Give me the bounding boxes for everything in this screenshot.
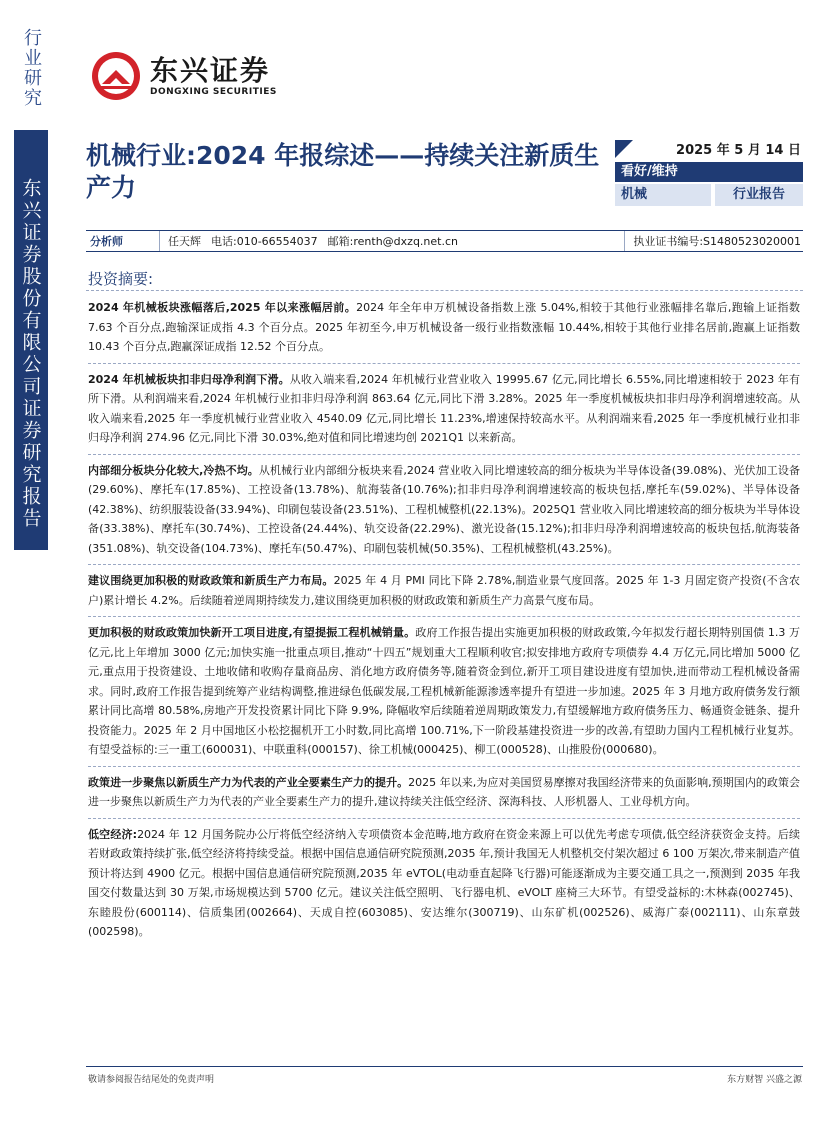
divider xyxy=(88,454,800,455)
paragraph-text: 从收入端来看,2024 年机械行业营业收入 19995.67 亿元,同比增长 6.55%,同比增速相较于 2023 年有所下滑。从利润端来看,2024 年机械行业扣非归母净利润 863.64 亿元,同比下滑 3.28%。2025 年一季度机械板块扣非归母净利润增速较高。从收入端来看,2025 年一季度机械行业营业收入 4540.09 亿元,同比增长 11.23%,增速保持较高水平。从利润端来看,2025 年一季度机械行业扣非归母净利润 274.96 亿元,同比下滑 30.03%,绝对值和同比增速均创 2021Q1 以来新高。 xyxy=(88,372,800,444)
rating-badge: 看好/维持 xyxy=(615,162,803,182)
summary-heading: 投资摘要: xyxy=(88,270,154,288)
paragraph xyxy=(88,623,800,760)
industry-tag: 机械 xyxy=(615,184,711,206)
paragraph xyxy=(88,825,800,942)
paragraph-lead: 更加积极的财政政策加快新开工项目进度,有望提振工程机械销量。 xyxy=(88,626,416,639)
paragraph-text: 政府工作报告提出实施更加积极的财政政策,今年拟发行超长期特别国债 1.3 万亿元,比上年增加 3000 亿元;加快实施一批重点项目,推动“十四五”规划重大工程顺利收官;拟安排地方政府专项债券 4.4 万亿元,同比增加 5000 亿元,重点用于投资建设、土地收储和收购存量商品房、消化地方政府债务等,随着资金到位,新开工项目建设进度有望加快,进而带动工程机械设备需求。同时,政府工作报告提到统筹产业结构调整,推进绿色低碳发展,工程机械新能源渗透率提升有望进一步加速。2025 年 3 月地方政府债务发行额累计同比高增 80.58%,房地产开发投资累计同比下降 9.9%, 降幅收窄后续随着逆周期政策发力,有望缓解地方政府债务压力、畅通资金链条、提升投资能力。2025 年 2 月中国地区小松挖掘机开工小时数,同比高增 100.71%,下一阶段基建投资进一步的改善,有望助力国内工程机械行业复苏。有望受益标的:三一重工(600031)、中联重科(000157)、徐工机械(000425)、柳工(000528)、山推股份(000680)。 xyxy=(88,626,800,756)
paragraph-lead: 低空经济: xyxy=(88,827,138,841)
sidebar-category xyxy=(14,0,48,130)
analyst-phone: 电话:010-66554037 xyxy=(211,235,318,248)
footer-slogan: 东方财智 兴盛之源 xyxy=(727,1075,802,1085)
sidebar-category-label: 行业研究 xyxy=(21,28,42,108)
sidebar-company xyxy=(14,130,48,550)
paragraph xyxy=(88,773,800,812)
footer-disclaimer: 敬请参阅报告结尾处的免责声明 xyxy=(88,1075,215,1085)
summary-divider xyxy=(86,290,803,291)
paragraph xyxy=(88,571,800,610)
logo-cn-text: 东兴证券 xyxy=(150,54,271,87)
logo-en-text: DONGXING SECURITIES xyxy=(150,87,277,97)
paragraph-lead: 建议围绕更加积极的财政政策和新质生产力布局。 xyxy=(88,574,334,587)
analyst-label: 分析师 xyxy=(86,231,160,251)
divider xyxy=(88,818,800,819)
divider xyxy=(88,766,800,767)
sidebar-company-label: 东兴证券股份有限公司证券研究报告 xyxy=(19,178,42,530)
logo-emblem-icon xyxy=(90,50,142,102)
paragraph-text: 从机械行业内部细分板块来看,2024 营业收入同比增速较高的细分板块为半导体设备(39.08%)、光伏加工设备(29.60%)、摩托车(17.85%)、工控设备(13.78%)、航海装备(10.76%);扣非归母净利润增速较高的板块包括,摩托车(59.02%)、半导体设备(42.38%)、纺织服装设备(33.94%)、印刷包装设备(23.51%)、工程机械整机(22.13%)。2025Q1 营业收入同比增速较高的细分板块为半导体设备(33.38%)、摩托车(30.74%)、工控设备(24.44%)、轨交设备(22.29%)、激光设备(15.12%);扣非归母净利润增速较高的板块包括,航海装备(351.08%)、轨交设备(104.73%)、摩托车(50.47%)、印刷包装机械(50.35%)、工程机械整机(43.25%)。 xyxy=(88,463,800,555)
report-info-box xyxy=(615,140,803,206)
paragraph xyxy=(88,461,800,559)
corner-triangle-icon xyxy=(615,140,633,158)
paragraph-text: 2024 年 12 月国务院办公厅将低空经济纳入专项债资本金范畴,地方政府在资金来源上可以优先考虑专项债,低空经济获资金支持。后续若财政政策持续扩张,低空经济将持续受益。根据中国信息通信研究院预测,2035 年,预计我国无人机整机交付架次超过 6 100 万架次,带来制造产值预计将达到 4900 亿元。根据中国信息通信研究院预测,2035 年 eVTOL(电动垂直起降飞行器)可能逐渐成为主要交通工具之一,预测到 2035 年我国交付数量达到 30 万架,市场规模达到 5700 亿元。建议关注低空照明、飞行器电机、eVOLT 座椅三大环节。有望受益标的:木林森(002745)、东睦股份(600114)、信质集团(002664)、天成自控(603085)、安达维尔(300719)、山东矿机(002526)、威海广泰(002111)、山东章鼓(002598)。 xyxy=(88,827,800,938)
analyst-cert: 执业证书编号:S1480523020001 xyxy=(624,231,803,251)
report-title: 机械行业:2024 年报综述——持续关注新质生产力 xyxy=(86,141,600,202)
paragraph-lead: 2024 年机械板块涨幅落后,2025 年以来涨幅居前。 xyxy=(88,301,357,314)
analyst-email[interactable]: 邮箱:renth@dxzq.net.cn xyxy=(327,235,458,248)
divider xyxy=(88,616,800,617)
paragraph-lead: 2024 年机械板块扣非归母净利润下滑。 xyxy=(88,372,290,386)
paragraph xyxy=(88,370,800,448)
paragraph-text: 2025 年 4 月 PMI 同比下降 2.78%,制造业景气度回落。2025 年 1-3 月固定资产投资(不含农户)累计增长 4.2%。后续随着逆周期持续发力,建议围绕更加积极的财政政策和新质生产力高景气度布局。 xyxy=(88,574,800,607)
paragraph-lead: 政策进一步聚焦以新质生产力为代表的产业全要素生产力的提升。 xyxy=(88,775,409,789)
paragraph xyxy=(88,298,800,357)
paragraph-lead: 内部细分板块分化较大,冷热不均。 xyxy=(88,463,259,477)
divider xyxy=(88,564,800,565)
company-logo xyxy=(90,46,277,106)
report-date: 2025 年 5 月 14 日 xyxy=(676,143,801,158)
paragraph-text: 2024 年全年申万机械设备指数上涨 5.04%,相较于其他行业涨幅排名靠后,跑输上证指数 7.63 个百分点,跑输深证成指 4.3 个百分点。2025 年初至今,申万机械设备一级行业指数涨幅 10.44%,相较于其他行业排名居前,跑赢上证指数 10.43 个百分点,跑赢深证成指 12.52 个百分点。 xyxy=(88,301,800,353)
analyst-name: 任天辉 xyxy=(168,235,201,248)
footer-divider xyxy=(86,1066,803,1067)
paragraph-text: 2025 年以来,为应对美国贸易摩擦对我国经济带来的负面影响,预期国内的政策会进一步聚焦以新质生产力为代表的产业全要素生产力的提升,建议持续关注低空经济、深海科技、人形机器人、工业母机方向。 xyxy=(88,775,800,808)
analyst-bar xyxy=(86,230,803,252)
divider xyxy=(88,363,800,364)
summary-body xyxy=(88,298,800,942)
report-type-tag: 行业报告 xyxy=(715,184,803,206)
